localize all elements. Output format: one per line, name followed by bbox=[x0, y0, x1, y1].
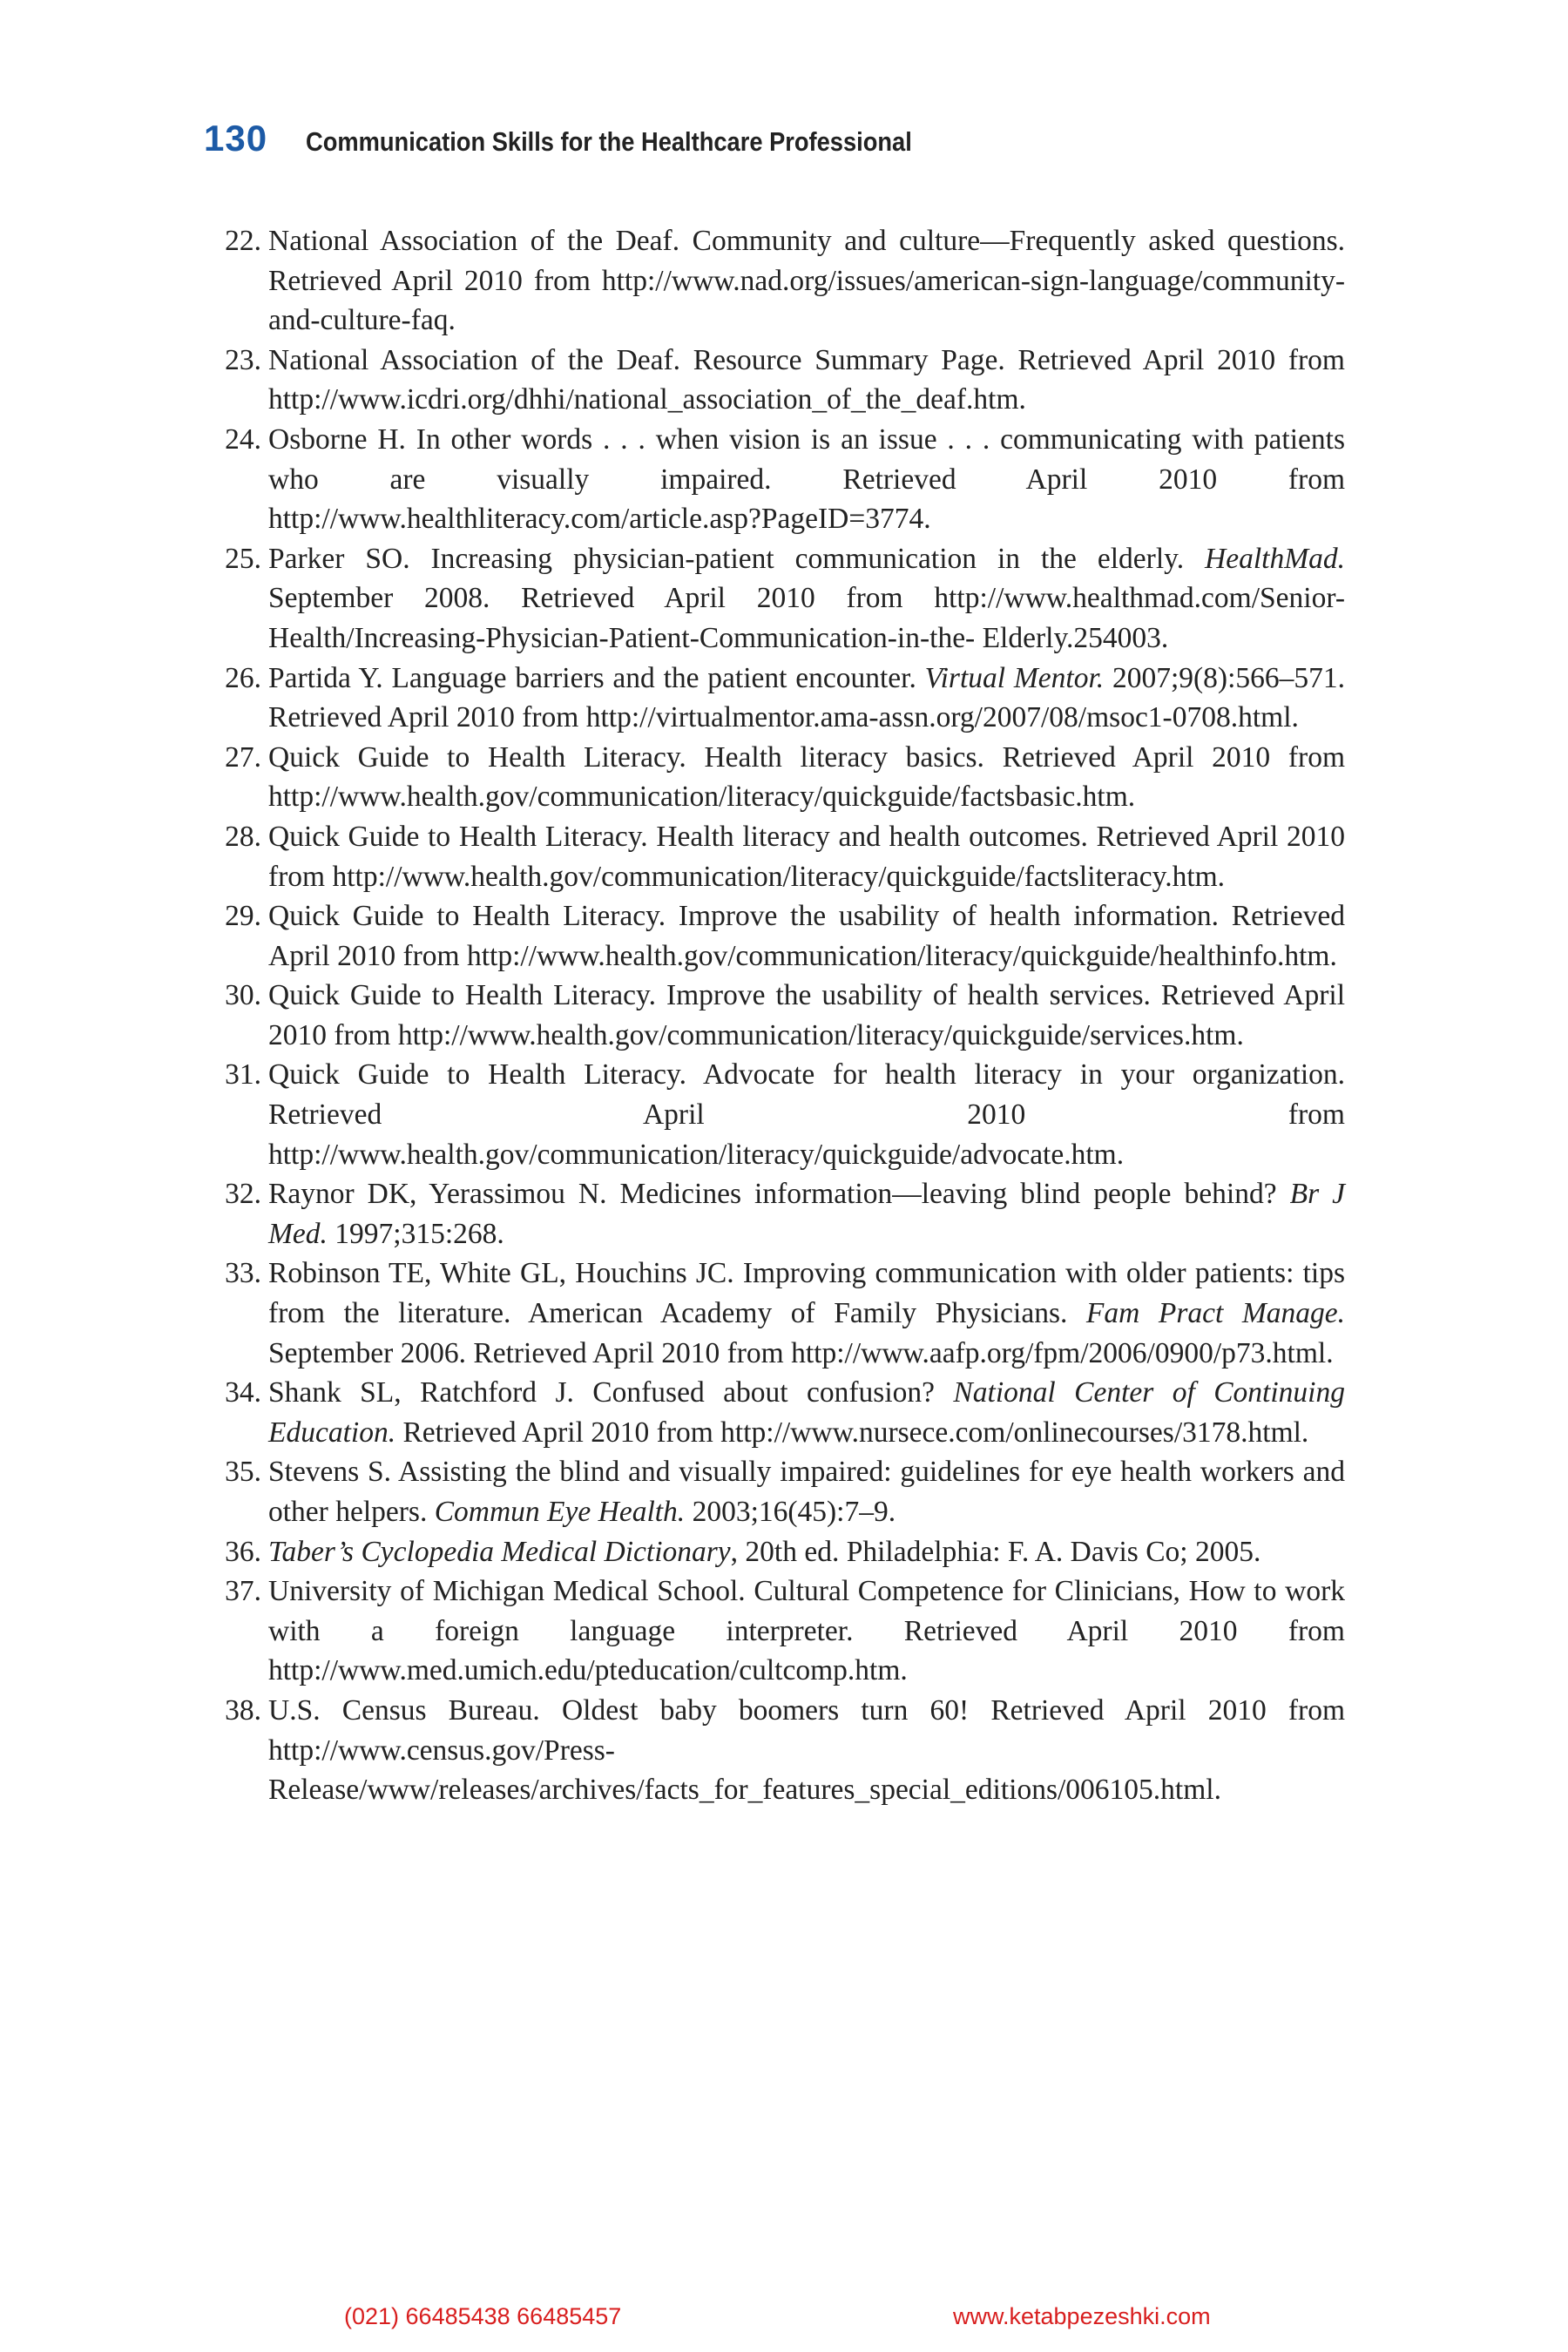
reference-text-segment: Parker SO. Increasing physician-patient communication in the elderly. bbox=[268, 542, 1206, 575]
reference-text bbox=[261, 539, 1345, 659]
reference-number: 30. bbox=[225, 979, 261, 1012]
reference-text bbox=[261, 1691, 1345, 1810]
reference-number: 29. bbox=[225, 900, 261, 933]
reference-text bbox=[261, 221, 1345, 341]
reference-text-segment: 2003;16(45):7–9. bbox=[685, 1496, 896, 1528]
reference-number: 26. bbox=[225, 661, 261, 694]
reference-item bbox=[202, 1254, 1345, 1373]
reference-text-segment: Quick Guide to Health Literacy. Advocate for health literacy in your organization. Retrieved April 2010 from http://www.health.gov/communication/literacy/quickguide/advocate.htm. bbox=[268, 1058, 1345, 1171]
reference-text bbox=[261, 1452, 1345, 1531]
reference-number: 25. bbox=[225, 542, 261, 575]
reference-text bbox=[261, 1532, 1345, 1572]
reference-text bbox=[261, 420, 1345, 539]
reference-text bbox=[261, 896, 1345, 976]
reference-number: 33. bbox=[225, 1257, 261, 1290]
reference-text-segment: Quick Guide to Health Literacy. Health literacy and health outcomes. Retrieved April 2010 from http://www.health.gov/communication/literacy/quickguide/factsliteracy.htm. bbox=[268, 820, 1345, 893]
reference-text-segment: Osborne H. In other words . . . when vision is an issue . . . communicating with patients who are visually impaired. Retrieved April 2010 from http://www.healthliteracy.com/article.asp?PageID=3774. bbox=[268, 422, 1345, 536]
footer-website-link[interactable]: www.ketabpezeshki.com bbox=[953, 2303, 1211, 2329]
reference-italic-title: Taber’s Cyclopedia Medical Dictionary bbox=[268, 1535, 731, 1568]
reference-italic-title: National Center of Continuing Education. bbox=[268, 1376, 1345, 1449]
reference-text bbox=[261, 659, 1345, 738]
reference-number: 34. bbox=[225, 1376, 261, 1409]
reference-text-segment: University of Michigan Medical School. Cultural Competence for Clinicians, How to work with a foreign language interpreter. Retrieved April 2010 from http://www.med.umich.edu/pteducation/cultcomp.htm. bbox=[268, 1575, 1345, 1687]
reference-text-segment: September 2008. Retrieved April 2010 from http://www.healthmad.com/Senior-Health/Increasing-Physician-Patient-Communication-in-the- Elderly.254003. bbox=[268, 582, 1345, 654]
reference-number: 38. bbox=[225, 1693, 261, 1727]
reference-text-segment: , 20th ed. Philadelphia: F. A. Davis Co; 2005. bbox=[730, 1535, 1261, 1568]
reference-item bbox=[202, 738, 1345, 817]
reference-item bbox=[202, 341, 1345, 420]
reference-item bbox=[202, 1532, 1345, 1572]
reference-item bbox=[202, 1691, 1345, 1810]
reference-italic-title: Virtual Mentor. bbox=[924, 661, 1105, 694]
reference-text bbox=[261, 738, 1345, 817]
reference-text-segment: Partida Y. Language barriers and the patient encounter. bbox=[268, 661, 925, 694]
reference-item bbox=[202, 420, 1345, 539]
reference-number: 32. bbox=[225, 1178, 261, 1211]
reference-italic-title: Fam Pract Manage. bbox=[1085, 1297, 1345, 1330]
reference-text bbox=[261, 1571, 1345, 1691]
reference-text-segment: Robinson TE, White GL, Houchins JC. Improving communication with older patients: tips from the literature. American Academy of Family Physicians. bbox=[268, 1257, 1345, 1330]
reference-item bbox=[202, 817, 1345, 896]
reference-text-segment: Quick Guide to Health Literacy. Improve the usability of health information. Retrieved April 2010 from http://www.health.gov/communication/literacy/quickguide/healthinfo.htm. bbox=[268, 900, 1345, 972]
reference-text bbox=[261, 1254, 1345, 1373]
reference-text-segment: U.S. Census Bureau. Oldest baby boomers turn 60! Retrieved April 2010 from http://www.census.gov/Press-Release/www/releases/archives/facts_for_features_special_editions/006105.html. bbox=[268, 1693, 1345, 1807]
reference-italic-title: Commun Eye Health. bbox=[434, 1496, 686, 1528]
running-title: Communication Skills for the Healthcare Professional bbox=[306, 126, 912, 157]
reference-item bbox=[202, 1055, 1345, 1174]
reference-text-segment: National Association of the Deaf. Resource Summary Page. Retrieved April 2010 from http://www.icdri.org/dhhi/national_association_of_the_deaf.htm. bbox=[268, 343, 1345, 416]
reference-item bbox=[202, 1373, 1345, 1452]
reference-text bbox=[261, 1174, 1345, 1254]
reference-text-segment: Quick Guide to Health Literacy. Improve the usability of health services. Retrieved April 2010 from http://www.health.gov/communication/literacy/quickguide/services.htm. bbox=[268, 979, 1345, 1051]
reference-item bbox=[202, 1571, 1345, 1691]
reference-text bbox=[261, 1055, 1345, 1174]
reference-text-segment: September 2006. Retrieved April 2010 from http://www.aafp.org/fpm/2006/0900/p73.html. bbox=[268, 1336, 1334, 1369]
reference-text bbox=[261, 1373, 1345, 1452]
reference-item bbox=[202, 1174, 1345, 1254]
reference-text-segment: Retrieved April 2010 from http://www.nursece.com/onlinecourses/3178.html. bbox=[395, 1416, 1309, 1449]
reference-number: 22. bbox=[225, 225, 261, 257]
reference-item bbox=[202, 539, 1345, 659]
reference-number: 23. bbox=[225, 343, 261, 376]
reference-number: 27. bbox=[225, 740, 261, 774]
reference-text-segment: National Association of the Deaf. Community and culture—Frequently asked questions. Retrieved April 2010 from http://www.nad.org/issues/american-sign-language/community-and-culture-faq. bbox=[268, 225, 1345, 337]
reference-text-segment: 1997;315:268. bbox=[327, 1217, 504, 1250]
reference-text bbox=[261, 817, 1345, 896]
reference-item bbox=[202, 1452, 1345, 1531]
reference-number: 31. bbox=[225, 1058, 261, 1092]
footer-phone: (021) 66485438 66485457 bbox=[344, 2303, 622, 2329]
reference-text-segment: Quick Guide to Health Literacy. Health literacy basics. Retrieved April 2010 from http://www.health.gov/communication/literacy/quickguide/factsbasic.htm. bbox=[268, 740, 1345, 814]
reference-number: 37. bbox=[225, 1575, 261, 1608]
reference-item bbox=[202, 896, 1345, 976]
reference-text-segment: Raynor DK, Yerassimou N. Medicines information—leaving blind people behind? bbox=[268, 1178, 1290, 1211]
running-header bbox=[204, 118, 995, 159]
reference-text bbox=[261, 341, 1345, 420]
reference-number: 24. bbox=[225, 422, 261, 456]
reference-number: 36. bbox=[225, 1535, 261, 1568]
reference-text-segment: 2007;9(8):566–571. Retrieved April 2010 from http://virtualmentor.ama-assn.org/2007/08/msoc1-0708.html. bbox=[268, 661, 1345, 734]
reference-text-segment: Stevens S. Assisting the blind and visually impaired: guidelines for eye health workers and other helpers. bbox=[268, 1456, 1345, 1528]
reference-text-segment: Shank SL, Ratchford J. Confused about confusion? bbox=[268, 1376, 954, 1409]
reference-item bbox=[202, 221, 1345, 341]
reference-number: 35. bbox=[225, 1456, 261, 1489]
reference-italic-title: HealthMad. bbox=[1205, 542, 1345, 575]
reference-italic-title: Br J Med. bbox=[268, 1178, 1346, 1250]
reference-text bbox=[261, 976, 1345, 1055]
reference-item bbox=[202, 976, 1345, 1055]
reference-item bbox=[202, 659, 1345, 738]
page-number: 130 bbox=[204, 118, 268, 159]
reference-number: 28. bbox=[225, 820, 261, 853]
reference-list bbox=[202, 221, 1345, 1810]
